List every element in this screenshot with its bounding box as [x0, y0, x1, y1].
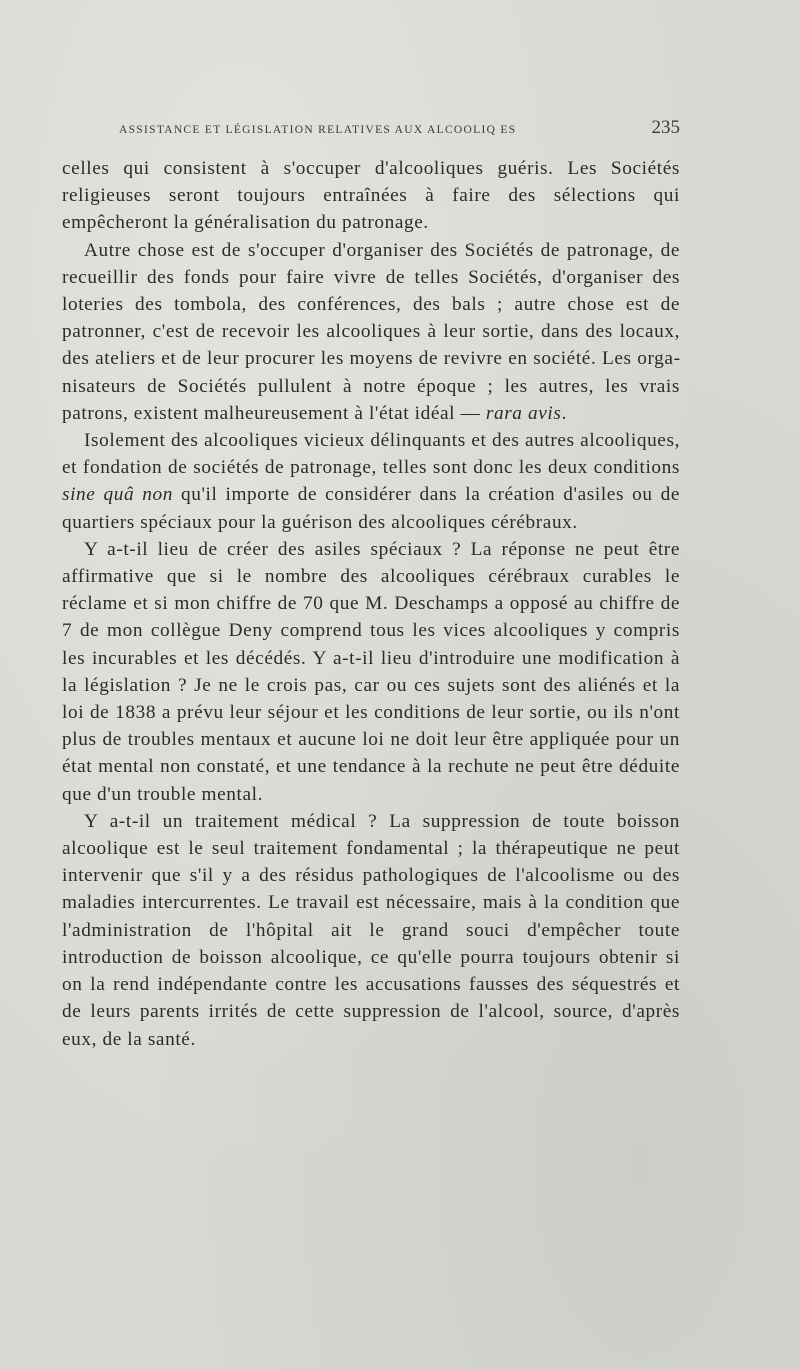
- paragraph-4: [62, 536, 680, 808]
- paragraph-3-italic: sine quâ non: [62, 484, 173, 506]
- page: [62, 0, 680, 1369]
- running-title: ASSISTANCE ET LÉGISLATION RELATIVES AUX ALCOOLIQ ES: [119, 124, 517, 136]
- paragraph-2-end: .: [561, 402, 567, 424]
- paragraph-3-end: qu'il importe de considérer dans la création d'asiles ou de quartiers spéciaux pour la guérison des alcooliques cérébraux.: [62, 484, 680, 533]
- paragraph-1: [62, 155, 680, 237]
- paragraph-1-text: celles qui consistent à s'occuper d'alcooliques guéris. Les Sociétés religieuses seront toujours entraînées à faire des sélections qui empêcheront la généralisation du patronage.: [62, 158, 680, 234]
- paragraph-2-italic: rara avis: [485, 402, 562, 424]
- paragraph-5: [62, 808, 680, 1053]
- paragraph-3-text: Isolement des alcooliques vicieux délinquants et des autres alcooliques, et fondation de sociétés de patronage, telles sont donc les deux conditions: [62, 430, 680, 479]
- paragraph-4-text: Y a-t-il lieu de créer des asiles spéciaux ? La réponse ne peut être affirmative que si le nombre des alcooliques cérébraux curables le réclame et si mon chiffre de 70 que M. Deschamps a opposé au chiffre de 7 de mon collègue Deny comprend tous les vices alcooliques y compris les incurables et les décédés. Y a-t-il lieu d'introduire une modification à la législation ? Je ne le crois pas, car ou ces sujets sont des aliénés et la loi de 1838 a prévu leur séjour et les conditions de leur sortie, ou ils n'ont plus de troubles mentaux et aucune loi ne doit leur être appliquée pour un état mental non constaté, et une tendance à la rechute ne peut être déduite que d'un trouble mental.: [62, 538, 680, 805]
- paragraph-3: [62, 427, 680, 536]
- paragraph-2-text: Autre chose est de s'occuper d'organiser des Sociétés de patronage, de recueillir des fonds pour faire vivre de telles Sociétés, d'organiser des loteries des tombola, des conférences, des bals ; autre chose est de patronner, c'est de recevoir les alcooliques à leur sortie, dans des locaux, des ateliers et de leur procurer les moyens de revivre en société. Les organisateurs de Sociétés pullulent à notre époque ; les autres, les vrais patrons, existent malheureusement à l'état idéal —: [62, 239, 680, 424]
- page-number: 235: [651, 117, 680, 138]
- running-head: [62, 117, 680, 147]
- body-text: [62, 155, 680, 1053]
- paragraph-5-text: Y a-t-il un traitement médical ? La suppression de toute boisson alcoolique est le seul traitement fondamental ; la thérapeutique ne peut intervenir que s'il y a des résidus pathologiques de l'alcoolisme ou des maladies intercurrentes. Le travail est nécessaire, mais à la condition que l'administration de l'hôpital ait le grand souci d'empêcher toute introduction de boisson alcoolique, ce qu'elle pourra toujours obtenir si on la rend indépendante contre les accusations fausses des séquestrés et de leurs parents irrités de cette suppression de l'alcool, source, d'après eux, de la santé.: [62, 810, 680, 1050]
- paragraph-2: [62, 237, 680, 427]
